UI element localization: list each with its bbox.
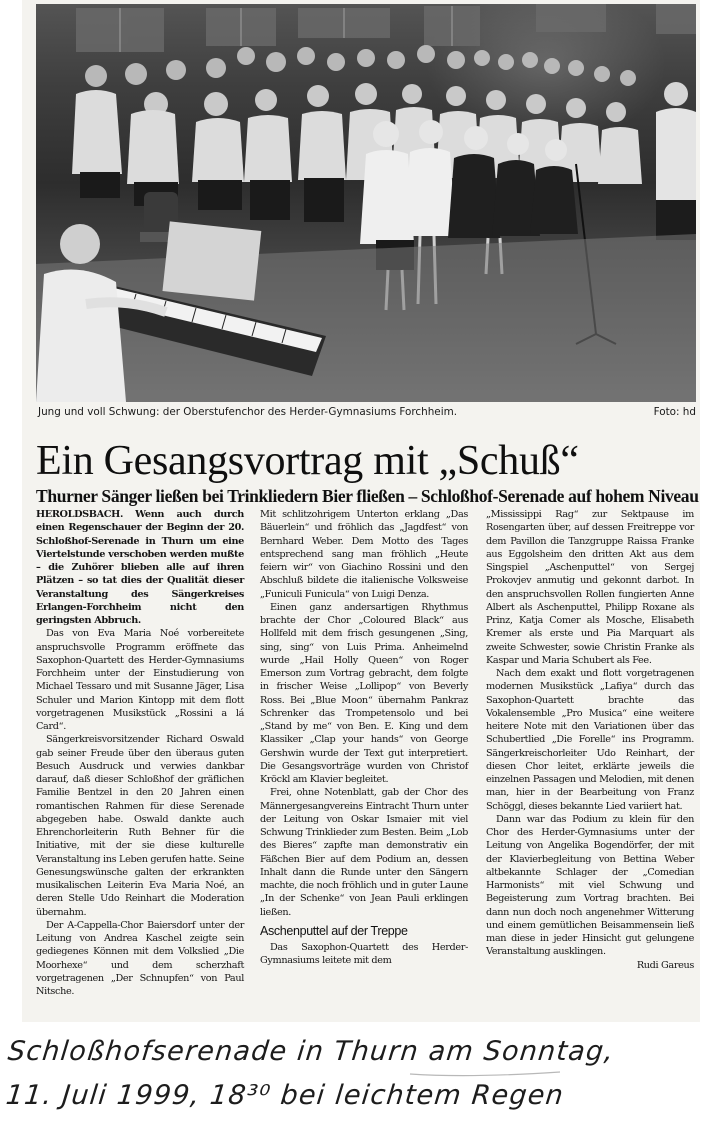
handwriting-underline-strokes: [0, 1030, 712, 1122]
article-paragraph: Nach dem exakt und flott vorgetragenen modernen Musikstück „Lafiya“ durch das Saxophon-Quartett brachte das Vokalensemble „Pro Musica“ eine weitere heitere Note mit den Variationen über das Schubertlied „Die Forelle“ ins Programm. Sängerkreischorleiter Udo Reinhart, der diesen Chor leitet, erklärte jeweils die einzelnen Passagen und Melodien, mit denen man, hier in der Bearbeitung von Franz Schöggl, dieses bekannte Lied variiert hat.: [486, 668, 694, 812]
article-headline: Ein Gesangsvortrag mit „Schuß“: [36, 438, 579, 484]
author-signature: Rudi Gareus: [636, 959, 694, 971]
article-paragraph: Einen ganz andersartigen Rhythmus brachte der Chor „Coloured Black“ aus Hollfeld mit dem frisch gesungenen „Sing, sing, sing“ von Luis Prima. Anheimelnd wurde „Hail Holly Queen“ von Roger Emerson zum Vortrag gebracht, dem folgte in frischer Weise „Lollipop“ von Beverly Ross. Bei „Blue Moon“ übernahm Pankraz Schrenker das Trompetensolo und bei „Stand by me“ von Ben. E. King und dem Klassiker „Clap your hands“ von George Gershwin wurde der Text gut interpretiert. Die Gesangsvorträge wurden von Christof Kröckl am Klavier begleitet.: [260, 601, 468, 785]
article-subheading: Aschenputtel auf der Treppe: [260, 923, 408, 938]
article-paragraph: Mit schlitzohrigem Unterton erklang „Das Bäuerlein“ und fröhlich das „Jagdfest“ von Bernhard Weber. Dem Motto des Tages entsprechend sang man fröhlich „Heute feiern wir“ von Giachino Rossini und den Abschluß bildete die italienische Volksweise „Funiculi Funicula“ von Luigi Denza.: [260, 509, 468, 600]
dateline: HEROLDSBACH.: [36, 509, 123, 520]
lead-text: Wenn auch durch einen Regenschauer der Beginn der 20. Schloßhof-Serenade in Thurn um eine Viertelstunde verschoben werden mußte – die Zuhörer blieben alle auf ihren Plätzen – so tat dies der Qualität dieser Veranstaltung des Sängerkreises Erlangen-Forchheim nicht den geringsten Abbruch.: [36, 509, 244, 626]
handwritten-line-1: Schloßhofserenade in Thurn am Sonntag,: [6, 1036, 616, 1067]
photo-caption: [36, 405, 696, 421]
article-paragraph: Sängerkreisvorsitzender Richard Oswald gab seiner Freude über den überaus guten Besuch Ausdruck und verwies dankbar darauf, daß dieser Schloßhof der gräflichen Familie Bentzel in den 20 Jahren einen romantischen Rahmen für diese Serenade abgegeben habe. Oswald dankte auch Ehrenchorleiterin Ruth Behner für die Initiative, mit der sie diese kulturelle Veranstaltung ins Leben gerufen hatte. Seine Genesungswünsche galten der erkrankten musikalischen Leiterin Eva Maria Noé, an deren Stelle Udo Reinhart die Moderation übernahm.: [36, 734, 244, 918]
article-column-3: [486, 508, 694, 972]
handwritten-line-2: 11. Juli 1999, 18³⁰ bei leichtem Regen: [4, 1080, 566, 1111]
article-paragraph: Frei, ohne Notenblatt, gab der Chor des Männergesangvereins Eintracht Thurn unter der Leitung von Oskar Ismaier mit viel Schwung Trinklieder zum Besten. Beim „Lob des Bieres“ zapfte man demonstrativ ein Fäßchen Bier auf dem Podium an, dessen Inhalt dann die Runde unter den Sängern machte, die noch fröhlich und in guter Laune „In der Schenke“ von Jean Pauli erklingen ließen.: [260, 787, 468, 918]
newspaper-clipping: [22, 0, 700, 1022]
article-paragraph: „Mississippi Rag“ zur Sektpause im Rosengarten über, auf dessen Freitreppe vor dem Pavillon die Tanzgruppe Raissa Franke aus Eggolsheim den dritten Akt aus dem Singspiel „Aschenputtel“ von Sergej Prokovjev anmutig und gekonnt darbot. In den anspruchsvollen Rollen fungierten Anne Albert als Aschenputtel, Philipp Roxane als Prinz, Katja Comer als Mosche, Elisabeth Kremer als erste und Pia Marquart als zweite Schwester, sowie Christin Franke als Kaspar und Maria Schubert als Fee.: [486, 509, 694, 666]
caption-text: Jung und voll Schwung: der Oberstufenchor des Herder-Gymnasiums Forchheim.: [38, 406, 458, 418]
handwritten-note: [0, 1030, 712, 1122]
article-paragraph: Dann war das Podium zu klein für den Chor des Herder-Gymnasiums unter der Leitung von Angelika Bogendörfer, der mit der Klavierbegleitung von Bettina Weber altbekannte Schlager der „Comedian Harmonists“ mit viel Schwung und Begeisterung zum Vortrag brachten. Bei dann nun doch noch angenehmer Witterung und einem gemütlichen Beisammensein ließ man diese in jeder Hinsicht gut gelungene Veranstaltung ausklingen.: [486, 813, 694, 958]
article-paragraph: Das von Eva Maria Noé vorbereitete anspruchsvolle Programm eröffnete das Saxophon-Quartett des Herder-Gymnasiums Forchheim unter der Einstudierung von Michael Tessaro und mit Susanne Jäger, Lisa Schuler und Marion Kintopp mit dem flott vorgetragenen Musikstück „Rossini a lá Card“.: [36, 628, 244, 732]
article-paragraph: Der A-Cappella-Chor Baiersdorf unter der Leitung von Andrea Kaschel zeigte sein gediegenes Können mit dem Volkslied „Die Moorhexe“ und dem scherzhaft vorgetragenen „Der Schnupfen“ von Paul Nitsche.: [36, 919, 244, 997]
choir-photo-illustration: [36, 4, 696, 402]
article-column-2: [260, 508, 468, 967]
article-column-1: [36, 508, 244, 998]
article-lead-paragraph: [36, 508, 244, 627]
photo-credit: Foto: hd: [653, 406, 696, 418]
article-paragraph: Das Saxophon-Quartett des Herder-Gymnasiums leitete mit dem: [260, 941, 468, 966]
choir-photo: [36, 4, 696, 402]
article-subheadline: Thurner Sänger ließen bei Trinkliedern Bier fließen – Schloßhof-Serenade auf hohem Niveau: [36, 486, 699, 506]
